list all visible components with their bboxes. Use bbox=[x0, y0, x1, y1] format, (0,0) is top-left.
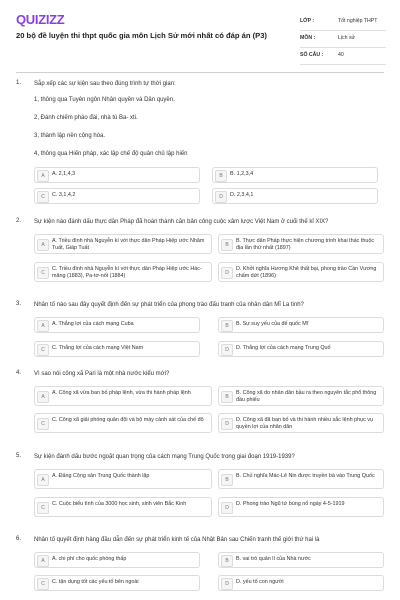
option-letter: B bbox=[221, 239, 233, 251]
meta-value: Tốt nghiệp THPT bbox=[338, 18, 378, 24]
answer-option-a[interactable] bbox=[34, 469, 212, 489]
question-number: 3. bbox=[16, 301, 22, 307]
option-letter: D bbox=[221, 267, 233, 279]
meta-value: 40 bbox=[338, 52, 344, 58]
document-title: 20 bộ đề luyện thi thpt quốc gia môn Lịch Sử mới nhất có đáp án (P3) bbox=[16, 31, 267, 40]
option-text: D. 2,3,4,1 bbox=[230, 192, 254, 198]
question-number: 1. bbox=[16, 80, 22, 86]
option-letter: D bbox=[221, 578, 233, 590]
option-letter: C bbox=[37, 578, 49, 590]
option-text: A. Công xã vừa ban bố pháp lệnh, vừa thi hành pháp lệnh bbox=[52, 390, 191, 396]
answer-option-a[interactable] bbox=[34, 552, 200, 568]
option-text: C. tận dụng tốt các yếu tố bên ngoài bbox=[52, 579, 139, 585]
answer-option-a[interactable] bbox=[34, 317, 200, 333]
option-text: C. Thắng lợi của cách mạng Việt Nam bbox=[52, 345, 144, 351]
question-text: Sự kiện nào đánh dấu thực dân Pháp đã hoàn thành căn bản công cuộc xâm lược Việt Nam ở cuối thế kỉ XIX? bbox=[34, 219, 329, 225]
answer-option-b[interactable] bbox=[212, 167, 378, 183]
answer-option-d[interactable] bbox=[218, 575, 384, 591]
option-text: D. yếu tố con người bbox=[236, 579, 284, 585]
meta-row-class bbox=[300, 14, 386, 31]
option-text: D. Công xã đã ban bố và thi hành nhiều sắc lệnh phục vụ quyền lợi của nhân dân bbox=[236, 417, 373, 430]
answer-option-c[interactable] bbox=[34, 575, 200, 591]
answer-option-b[interactable] bbox=[218, 317, 384, 333]
option-text: A. Đảng Cộng sản Trung Quốc thành lập bbox=[52, 473, 150, 479]
document-header bbox=[0, 0, 400, 68]
answer-option-a[interactable] bbox=[34, 234, 212, 254]
header-divider bbox=[16, 72, 384, 73]
option-text: C. 3,1,4,2 bbox=[52, 192, 76, 198]
question-number: 4. bbox=[16, 370, 22, 376]
question-text: Vì sao nói công xã Pari là một nhà nước kiểu mới? bbox=[34, 371, 170, 377]
answer-option-b[interactable] bbox=[218, 386, 384, 406]
option-letter: C bbox=[37, 267, 49, 279]
answer-option-d[interactable] bbox=[218, 262, 384, 282]
answer-option-c[interactable] bbox=[34, 262, 212, 282]
option-text: A. 2,1,4,3 bbox=[52, 171, 76, 177]
option-text: C. Công xã giải phóng quân đội và bộ máy cảnh sát của chế độ bbox=[52, 417, 204, 423]
answer-option-d[interactable] bbox=[212, 188, 378, 204]
option-text: B. Sự suy yếu của đế quốc Mĩ bbox=[236, 321, 309, 327]
option-text: B. Chủ nghĩa Mác-Lê Nin được truyền bá vào Trung Quốc bbox=[236, 473, 375, 479]
question-text: Nhân tố quyết định hàng đầu dẫn đến sự phát triển kinh tế của Nhật Bản sau Chiến tranh thế giới thứ hai là bbox=[34, 537, 320, 543]
answer-option-b[interactable] bbox=[218, 552, 384, 568]
answer-option-c[interactable] bbox=[34, 188, 200, 204]
option-text: D. Khởi nghĩa Hương Khê thất bại, phong trào Cần Vương chấm dứt (1896) bbox=[236, 266, 377, 279]
option-letter: A bbox=[37, 474, 49, 486]
question-number: 6. bbox=[16, 536, 22, 542]
option-letter: C bbox=[37, 418, 49, 430]
option-letter: B bbox=[221, 320, 233, 332]
option-text: D. Thắng lợi của cách mạng Trung Quố bbox=[236, 345, 331, 351]
option-letter: B bbox=[215, 170, 227, 182]
option-letter: D bbox=[221, 344, 233, 356]
option-text: D. Phong trào Ngũ tứ bùng nổ ngày 4-5-1919 bbox=[236, 501, 345, 507]
meta-value: Lịch sử bbox=[338, 35, 356, 41]
option-text: B. 1,2,3,4 bbox=[230, 171, 254, 177]
answer-option-d[interactable] bbox=[218, 497, 384, 517]
option-letter: C bbox=[37, 344, 49, 356]
answer-option-a[interactable] bbox=[34, 167, 200, 183]
answer-option-c[interactable] bbox=[34, 341, 200, 357]
option-letter: C bbox=[37, 502, 49, 514]
question-statement: 2, Đánh chiếm pháo đài, nhà tù Ba- xti. bbox=[34, 115, 138, 121]
meta-label: SỐ CÂU : bbox=[300, 52, 324, 58]
answer-option-d[interactable] bbox=[218, 413, 384, 433]
option-text: A. Triều đình nhà Nguyễn kí với thực dân Pháp Hiệp ước Nhâm Tuất, Giáp Tuất bbox=[52, 238, 205, 251]
option-text: B. Thực dân Pháp thực hiện chương trình khai thác thuộc địa lần thứ nhất (1897) bbox=[236, 238, 375, 251]
option-letter: D bbox=[221, 418, 233, 430]
option-letter: A bbox=[37, 239, 49, 251]
question-statement: 1, thông qua Tuyên ngôn Nhân quyền và Dân quyền. bbox=[34, 97, 175, 103]
question-text: Sự kiện đánh dấu bước ngoặt quan trọng của cách mạng Trung Quốc trong giai đoạn 1919-1939? bbox=[34, 454, 295, 460]
option-text: C. Triều đình nhà Nguyễn kí với thực dân Pháp Hiệp ước Hác-măng (1883), Pa-tơ-nốt (1884) bbox=[52, 266, 202, 279]
option-letter: B bbox=[221, 391, 233, 403]
meta-label: LỚP : bbox=[300, 18, 315, 24]
option-text: A. chi phí cho quốc phòng thấp bbox=[52, 556, 127, 562]
question-number: 2. bbox=[16, 218, 22, 224]
option-text: B. Công xã do nhân dân bầu ra theo nguyên tắc phổ thông đầu phiếu bbox=[236, 390, 377, 403]
option-letter: A bbox=[37, 391, 49, 403]
meta-row-count bbox=[300, 48, 386, 65]
option-letter: A bbox=[37, 320, 49, 332]
option-letter: B bbox=[221, 555, 233, 567]
option-text: C. Cuộc biểu tình của 3000 học sinh, sinh viên Bắc Kinh bbox=[52, 501, 187, 507]
answer-option-c[interactable] bbox=[34, 497, 212, 517]
answer-option-b[interactable] bbox=[218, 234, 384, 254]
meta-table bbox=[300, 14, 386, 65]
answer-option-c[interactable] bbox=[34, 413, 212, 433]
answer-option-d[interactable] bbox=[218, 341, 384, 357]
meta-label: MÔN : bbox=[300, 35, 316, 41]
option-text: B. vai trò quản lí của Nhà nước bbox=[236, 556, 311, 562]
question-text: Sắp xếp các sự kiện sau theo đúng trình tự thời gian: bbox=[34, 81, 176, 87]
option-letter: D bbox=[215, 191, 227, 203]
question-statement: 4, thông qua Hiến pháp, xác lập chế độ quân chủ lập hiến bbox=[34, 151, 188, 157]
option-letter: B bbox=[221, 474, 233, 486]
question-text: Nhân tố nào sau đây quyết định đến sự phát triển của phong trào đấu tranh của nhân dân Mĩ La tinh? bbox=[34, 302, 304, 308]
question-number: 5. bbox=[16, 453, 22, 459]
option-letter: D bbox=[221, 502, 233, 514]
option-letter: C bbox=[37, 191, 49, 203]
quizizz-logo: QUIZIZZ bbox=[16, 12, 65, 27]
question-statement: 3, thành lập nền cộng hòa. bbox=[34, 133, 106, 139]
answer-option-a[interactable] bbox=[34, 386, 212, 406]
answer-option-b[interactable] bbox=[218, 469, 384, 489]
option-letter: A bbox=[37, 170, 49, 182]
option-text: A. Thắng lợi của cách mạng Cuba bbox=[52, 321, 134, 327]
option-letter: A bbox=[37, 555, 49, 567]
meta-row-subject bbox=[300, 31, 386, 48]
